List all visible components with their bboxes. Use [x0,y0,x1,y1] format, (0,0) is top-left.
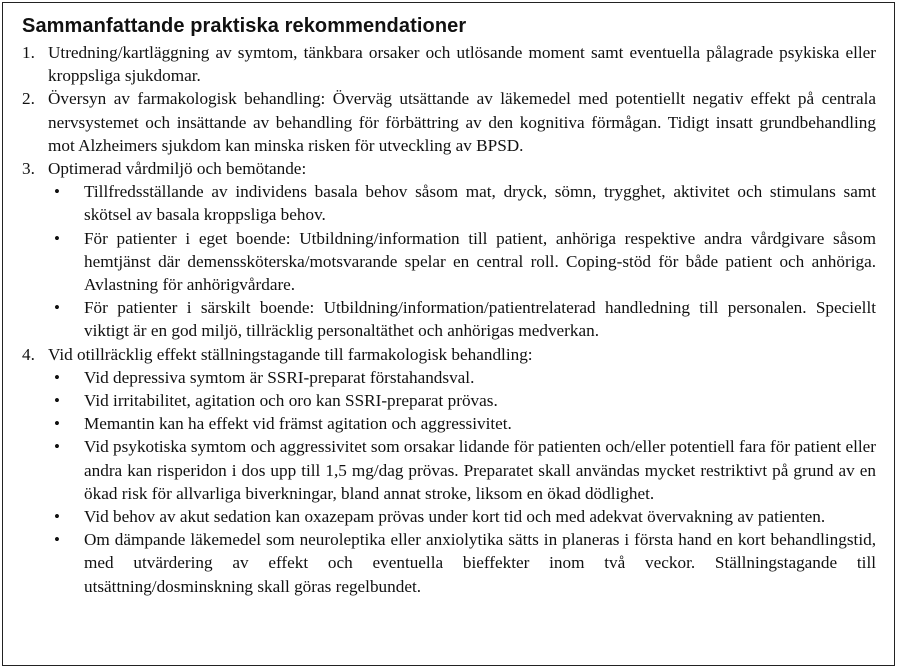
recommendation-list [21,41,876,598]
box-title: Sammanfattande praktiska rekommendationer [22,15,467,37]
item-text: Översyn av farmakologisk behandling: Överväg utsättande av läkemedel med potentiellt negativ effekt på centrala nervsystemet och insättande av behandling för förbättring av den kognitiva förmågan. Tidigt insatt grundbehandling mot Alzheimers sjukdom kan minska risken för utveckling av BPSD. [48,89,876,155]
item-number: 2. [22,89,35,109]
sub-item-text: För patienter i eget boende: Utbildning/information till patient, anhöriga respektive andra vårdgivare såsom hemtjänst där demenssköterska/motsvarande spelar en central roll. Coping-stöd för både patient och anhöriga. Avlastning för anhörigvårdare. [84,228,876,295]
sub-item-text: Vid psykotiska symtom och aggressivitet som orsakar lidande för patienten och/eller potentiell fara för patient eller andra kan risperidon i dos upp till 1,5 mg/dag prövas. Preparatet skall användas mycket restriktivt på grund av en ökad risk för allvarliga biverkningar, bland annat stroke, liksom en ökad dödlighet. [84,437,876,503]
list-item [21,87,876,157]
bullet-icon: • [54,298,60,318]
sub-list-item [48,296,876,342]
sub-list-item [48,435,876,505]
sub-item-text: Vid depressiva symtom är SSRI-preparat förstahandsval. [84,367,475,387]
list-item [21,41,876,87]
sub-list-item [48,227,876,297]
sub-list-item [48,412,876,435]
list-item [21,343,876,598]
recommendations-box [2,2,895,666]
sub-list-item [48,180,876,226]
item-number: 3. [22,159,35,179]
bullet-icon: • [54,507,60,527]
sub-item-text: Vid behov av akut sedation kan oxazepam prövas under kort tid och med adekvat övervakning av patienten. [84,507,826,527]
sub-item-text: Vid irritabilitet, agitation och oro kan SSRI-preparat prövas. [84,391,498,411]
bullet-icon: • [54,437,60,457]
bullet-icon: • [54,182,60,202]
bullet-icon: • [54,367,60,387]
sub-item-text: Tillfredsställande av individens basala behov såsom mat, dryck, sömn, trygghet, aktivitet och stimulans samt skötsel av basala kroppsliga behov. [84,182,876,225]
sub-list-item [48,389,876,412]
item-number: 4. [22,344,35,364]
list-item [21,157,876,343]
bullet-icon: • [54,530,60,550]
sub-item-text: Memantin kan ha effekt vid främst agitation och aggressivitet. [84,414,512,434]
sub-list-item [48,528,876,598]
sub-item-text: För patienter i särskilt boende: Utbildning/information/patientrelaterad handledning till personalen. Speciellt viktigt är en god miljö, tillräcklig personaltäthet och anhörigas medverkan. [84,298,876,341]
bullet-icon: • [54,391,60,411]
sub-list-item [48,505,876,528]
sub-item-text: Om dämpande läkemedel som neuroleptika eller anxiolytika sätts in planeras i första hand en kort behandlingstid, med utvärdering av effekt och eventuella bieffekter inom två veckor. Ställningstagande till utsättning/dosminskning skall göras regelbundet. [84,530,876,596]
bullet-icon: • [54,228,60,248]
sub-list-item [48,366,876,389]
bullet-icon: • [54,414,60,434]
sub-list [48,366,876,598]
item-text: Utredning/kartläggning av symtom, tänkbara orsaker och utlösande moment samt eventuella pålagrade psykiska eller kroppsliga sjukdomar. [48,43,876,86]
item-text: Optimerad vårdmiljö och bemötande: [48,159,307,179]
sub-list [48,180,876,342]
item-text: Vid otillräcklig effekt ställningstagande till farmakologisk behandling: [48,344,533,364]
item-number: 1. [22,43,35,62]
